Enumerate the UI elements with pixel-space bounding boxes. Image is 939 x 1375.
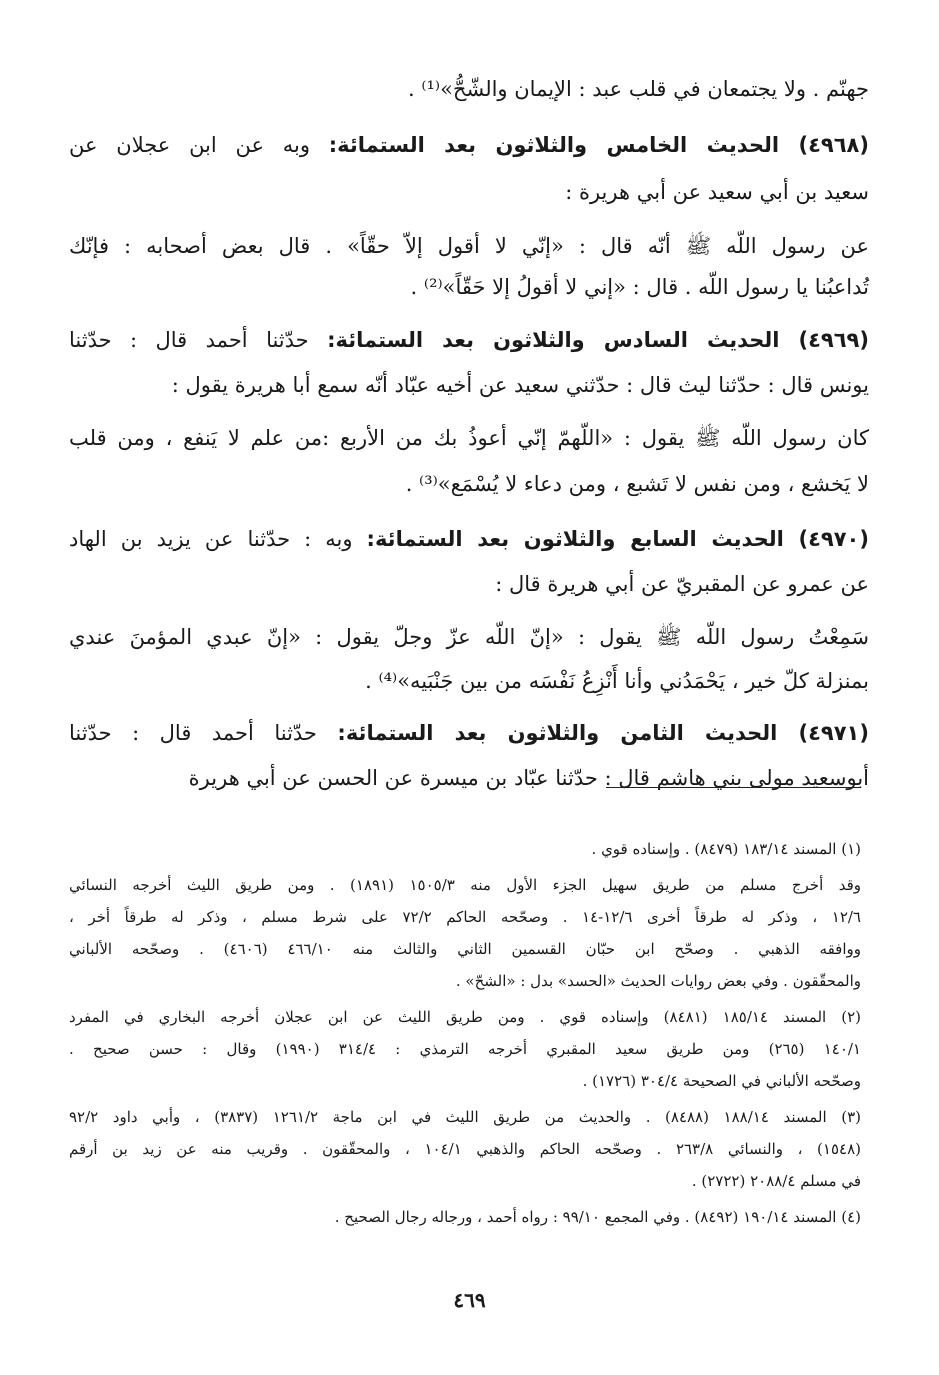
hadith-heading-text: وبه : حدّثنا عن يزيد بن الهاد (69, 527, 367, 551)
body-line: بمنزلة كلّ خير ، يَحْمَدُني وأنا أَنْزِعُ نَفْسَه من بين جَنْبَيه»⁽⁴⁾ . (365, 669, 869, 693)
body-line: عن رسول اللّه ﷺ أنّه قال : «إنّي لا أقول إلاّ حقّاً» . قال بعض أصحابه : فإنّك (69, 234, 869, 258)
footnote-line: ١٤٠/١ (٢٦٥) ومن طريق سعيد المقبري أخرجه الترمذي : ٣١٤/٤ (١٩٩٠) وقال : حسن صحيح . (69, 1040, 861, 1058)
body-line: يونس قال : حدّثنا ليث قال : حدّثني سعيد عن أخيه عبّاد أنّه سمع أبا هريرة يقول : (171, 373, 869, 397)
hadith-heading-line (69, 323, 869, 357)
body-line: عن عمرو عن المقبريّ عن أبي هريرة قال : (495, 572, 869, 596)
footnote-line: (٤) المسند ١٩٠/١٤ (٨٤٩٢) . وفي المجمع ٩٩/١٠ : رواه أحمد ، ورجاله رجال الصحيح . (334, 1208, 861, 1226)
hadith-heading-line (69, 522, 869, 556)
hadith-heading-text: حدّثنا أحمد قال : حدّثنا (69, 328, 328, 352)
footnote-line: ١٢/٦ ، وذكر له طرقاً أخرى ١٢/٦-١٤ . وصحّحه الحاكم ٧٢/٢ على شرط مسلم ، وذكر له طرقاً أخر ، (69, 908, 861, 926)
body-line: تُداعبُنا يا رسول اللّه . قال : «إني لا أقولُ إلا حَقّاً»⁽²⁾ . (410, 275, 869, 299)
body-line: جهنّم . ولا يجتمعان في قلب عبد : الإيمان والشّحُّ»⁽¹⁾ . (407, 77, 869, 101)
footnote-line: (٣) المسند ١٨٨/١٤ (٨٤٨٨) . والحديث من طريق الليث في ابن ماجة ١٢٦١/٢ (٣٨٣٧) ، وأبي داود ٩٢/٢ (69, 1108, 861, 1126)
footnote-line: وصحّحه الألباني في الصحيحة ٣٠٤/٤ (١٧٢٦) . (582, 1072, 861, 1090)
footnote-line: وقد أخرج مسلم من طريق سهيل الجزء الأول منه ١٥٠٥/٣ (١٨٩١) . ومن طريق الليث أخرجه النسائي (69, 876, 861, 894)
hadith-heading-line (69, 716, 869, 750)
footnote-line: ووافقه الذهبي . وصحّح ابن حبّان القسمين الثاني والثالث منه ٤٦٦/١٠ (٤٦٠٦) . وصحّحه الألباني (69, 940, 861, 958)
hadith-heading: (٤٩٦٨) الحديث الخامس والثلاثون بعد الستمائة: (328, 133, 869, 157)
footnote-separator (606, 787, 861, 788)
hadith-heading: (٤٩٧١) الحديث الثامن والثلاثون بعد الستمائة: (337, 721, 869, 745)
body-line: كان رسول اللّه ﷺ يقول : «اللّهمّ إنّي أعوذُ بك من الأربع :من علم لا يَنفع ، ومن قلب (69, 426, 869, 450)
hadith-heading-text: حدّثنا أحمد قال : حدّثنا (69, 721, 338, 745)
footnote-line: (١) المسند ١٨٣/١٤ (٨٤٧٩) . وإسناده قوي . (591, 840, 861, 858)
hadith-heading-line (69, 128, 869, 162)
body-line: أبوسعيد مولى بني هاشم قال : حدّثنا عبّاد بن ميسرة عن الحسن عن أبي هريرة (188, 766, 869, 790)
body-line: سَمِعْتُ رسول اللّه ﷺ يقول : «إنّ اللّه عزّ وجلّ يقول : «إنّ عبدي المؤمنَ عندي (69, 625, 869, 649)
page-number: ٤٦٩ (453, 1288, 486, 1312)
footnote-line: (٢) المسند ١٨٥/١٤ (٨٤٨١) وإسناده قوي . ومن طريق الليث عن ابن عجلان أخرجه البخاري في المفرد (69, 1008, 861, 1026)
body-line: سعيد بن أبي سعيد عن أبي هريرة : (565, 180, 869, 204)
footnote-line: والمحقّقون . وفي بعض روايات الحديث «الحسد» بدل : «الشحّ» . (455, 972, 861, 990)
body-line: لا يَخشع ، ومن نفس لا تَشبع ، ومن دعاء لا يُسْمَع»⁽³⁾ . (405, 472, 869, 496)
hadith-heading: (٤٩٦٩) الحديث السادس والثلاثون بعد الستمائة: (327, 328, 869, 352)
footnote-line: في مسلم ٢٠٨٨/٤ (٢٧٢٢) . (691, 1172, 861, 1190)
footnote-line: (١٥٤٨) ، والنسائي ٢٦٣/٨ . وصحّحه الحاكم والذهبي ١٠٤/١ ، والمحقّقون . وقريب منه عن زيد بن أرقم (69, 1140, 862, 1158)
hadith-heading-text: وبه عن ابن عجلان عن (69, 133, 329, 157)
hadith-heading: (٤٩٧٠) الحديث السابع والثلاثون بعد الستمائة: (366, 527, 869, 551)
